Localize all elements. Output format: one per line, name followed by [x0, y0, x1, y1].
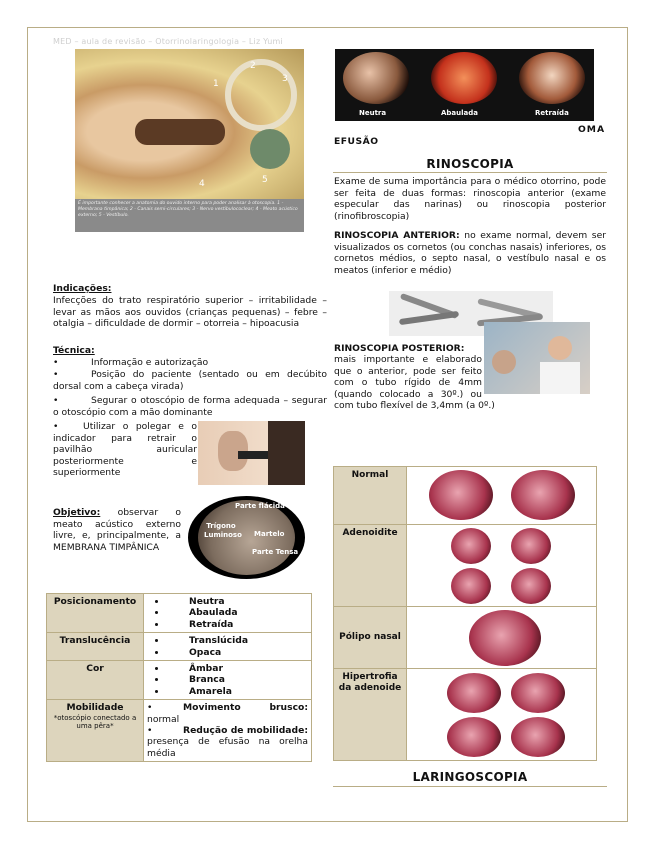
photo-label-retraida: Retraída	[535, 109, 569, 117]
table-row	[47, 594, 312, 633]
figure-number-5: 5	[262, 175, 268, 185]
tympanic-membrane-photo	[188, 496, 305, 579]
tecnica-item-1: • Informação e autorização	[53, 357, 209, 368]
row-header: Adenoidite	[334, 525, 407, 607]
objetivo-title: Objetivo:	[53, 507, 101, 518]
figure-number-1: 1	[213, 79, 219, 89]
membrane-photos	[335, 49, 594, 121]
row-header: Hipertrofia da adenoide	[334, 669, 407, 761]
rinoscopia-anterior	[334, 230, 606, 276]
page-header: MED – aula de revisão – Otorrinolaringologia – Liz Yumi	[53, 37, 283, 46]
indicacoes-text: Infecções do trato respiratório superior – irritabilidade – levar as mãos aos ouvidos (crianças pequenas) – febre – otalgia – dificuldade de dormir – otorreia – hipoacusia	[53, 295, 327, 330]
ear-anatomy-figure	[75, 49, 304, 232]
anterior-title: RINOSCOPIA ANTERIOR:	[334, 230, 460, 241]
list-item: • Opaca	[167, 647, 308, 658]
rinoscopia-title: RINOSCOPIA	[426, 157, 514, 171]
title-rule	[333, 172, 607, 173]
table-row	[334, 467, 597, 525]
row-header: Normal	[334, 467, 407, 525]
list-item: • Âmbar	[167, 663, 308, 674]
rinoscopia-text: Exame de suma importância para o médico otorrino, pode ser feita de duas formas: rinoscopia anterior (exame especular das narinas) ou rinoscopia posterior (rinofibroscopia)	[334, 176, 606, 222]
rinoscopia-posterior	[334, 343, 484, 355]
indicacoes-title: Indicações:	[53, 283, 112, 294]
table-row	[334, 525, 597, 607]
table-row	[47, 700, 312, 762]
tecnica-item-2: • Posição do paciente (sentado ou em decúbito dorsal com a cabeça virada)	[53, 369, 327, 392]
otoscope-exam-photo	[198, 421, 305, 485]
oma-label: OMA	[578, 124, 606, 135]
objetivo-text: observar o meato acústico externo livre, e, principalmente, a MEMBRANA TIMPÂNICA	[53, 507, 181, 553]
row-header: Translucência	[47, 633, 144, 661]
list-item: • Branca	[167, 674, 308, 685]
row-header: Posicionamento	[47, 594, 144, 633]
row-header: Mobilidade	[66, 702, 124, 714]
tecnica-title: Técnica:	[53, 345, 95, 356]
row-note: *otoscópio conectado a uma pêra*	[53, 713, 137, 731]
table-row	[334, 607, 597, 669]
tecnica-item-3: • Segurar o otoscópio de forma adequada – segurar o otoscópio com a mão dominante	[53, 395, 327, 418]
row-header: Cor	[47, 661, 144, 700]
efusao-label: EFUSÃO	[334, 136, 379, 147]
photo-label-neutra: Neutra	[359, 109, 387, 117]
figure-number-2: 2	[250, 61, 256, 71]
list-item: • Retraída	[167, 619, 308, 630]
posterior-title: RINOSCOPIA POSTERIOR:	[334, 343, 465, 354]
table-row	[47, 633, 312, 661]
objetivo	[53, 507, 181, 553]
photo-label-abaulada: Abaulada	[441, 109, 478, 117]
tecnica-item-4: • Utilizar o polegar e o indicador para retrair o pavilhão auricular posteriormente e superiormente	[53, 421, 197, 479]
label-parte-tensa: Parte Tensa	[252, 548, 299, 556]
row-header: Pólipo nasal	[334, 607, 407, 669]
title-rule	[333, 786, 607, 787]
list-item: • Neutra	[167, 596, 308, 607]
figure-caption: É importante conhecer a anatomia do ouvido interno para poder analisar à otoscopia. 1 - Membrana timpânica; 2 - Canais semi-circulares; 3 - Nervo vestibulococlear; 4 - Meato acústico externo; 5 - Vestíbulo.	[75, 199, 304, 232]
table-row	[47, 661, 312, 700]
list-item: • Redução de mobilidade: presença de efusão na orelha média	[147, 725, 308, 759]
label-parte-flacida: Parte flácida	[235, 502, 285, 510]
list-item: • Abaulada	[167, 607, 308, 618]
list-item: • Movimento brusco: normal	[147, 702, 308, 725]
list-item: • Translúcida	[167, 635, 308, 646]
exam-photo	[484, 322, 590, 394]
label-martelo: Martelo	[254, 530, 285, 538]
nasal-endoscopy-table	[333, 466, 597, 761]
posterior-text: mais importante e elaborado que o anterior, pode ser feito com o tubo rígido de 4mm (quando colocado a 30º.) ou com tubo flexível de 3,4mm (a 0º.)	[334, 354, 495, 412]
laringoscopia-title: LARINGOSCOPIA	[412, 770, 528, 784]
list-item: • Amarela	[167, 686, 308, 697]
anterior-text: no exame normal, devem ser visualizados os cornetos (ou conchas nasais) inferiores, os cornetos médios, o septo nasal, o vestíbulo nasal e os meatos (inferior e médio)	[334, 230, 606, 276]
figure-number-3: 3	[282, 74, 288, 84]
otoscopy-table	[46, 593, 312, 762]
label-trigono: Trígono Luminoso	[204, 522, 242, 539]
figure-number-4: 4	[199, 179, 205, 189]
table-row	[334, 669, 597, 761]
